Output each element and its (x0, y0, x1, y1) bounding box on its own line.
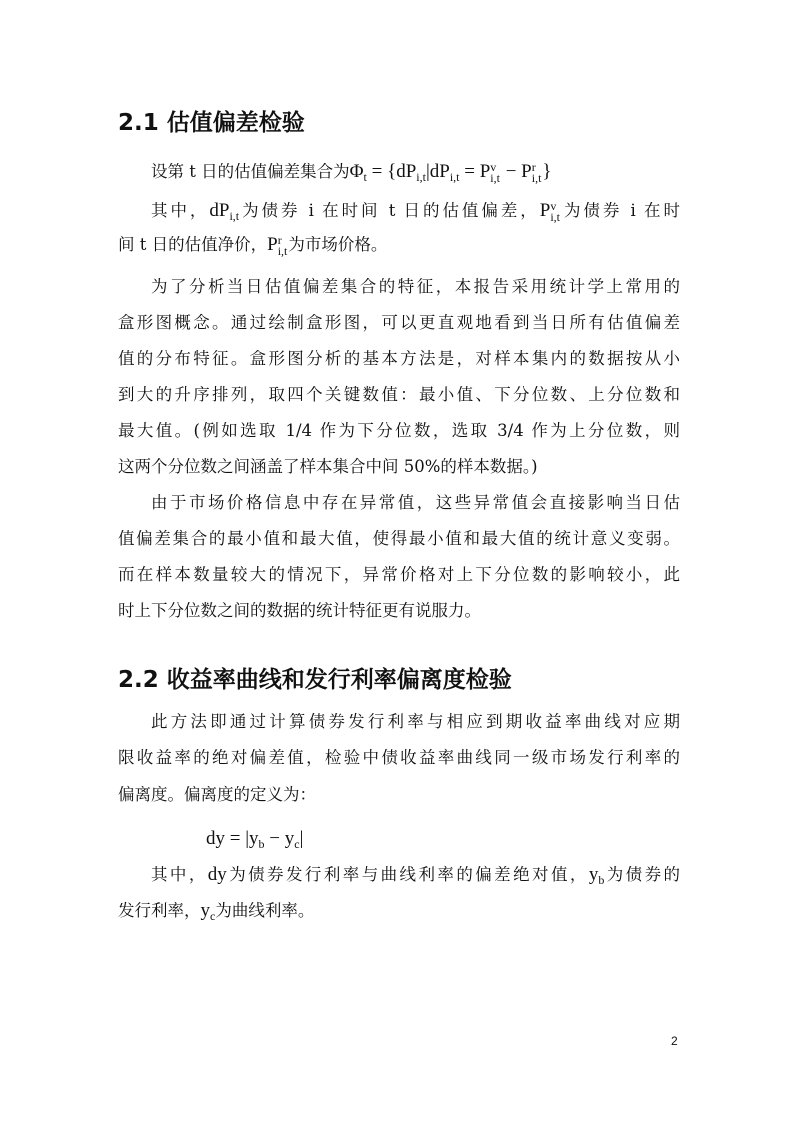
paragraph-line (118, 857, 680, 893)
paragraph-line (118, 704, 680, 740)
paragraph-line (118, 341, 680, 377)
math-subscript: c (210, 909, 216, 923)
math-subscript: t (363, 170, 367, 184)
math-symbol: dP (209, 200, 230, 221)
text-run: 偏离度。偏离度的定义为： (118, 785, 316, 804)
math-symbol: = {dP (366, 161, 417, 182)
paragraph-line (118, 377, 680, 413)
text-run: 为市场价格。 (288, 235, 388, 254)
text-run: 发行利率， (118, 901, 201, 920)
math-script (277, 232, 288, 258)
math-subscript: i,t (449, 170, 460, 184)
paragraph-line (118, 154, 680, 190)
math-subscript: i,t (531, 170, 542, 185)
paragraph-line (118, 305, 680, 341)
text-run: 为债券发行利率与曲线利率的偏差绝对值， (226, 865, 589, 884)
text-run: 此方法即通过计算债券发行利率与相应到期收益率曲线对应期 (151, 712, 680, 731)
text-run: 为了分析当日估值偏差集合的特征，本报告采用统计学上常用的 (151, 277, 680, 296)
text-run: 这两个分位数之间涵盖了样本集合中间 50%的样本数据。) (118, 457, 538, 476)
page-number: 2 (671, 1034, 678, 1048)
math-symbol: P (539, 200, 551, 221)
text-run: 值的分布特征。盒形图分析的基本方法是，对样本集内的数据按从小 (118, 349, 680, 368)
math-symbol: P (267, 234, 278, 255)
math-symbol: y (588, 864, 599, 885)
math-subscript: b (258, 837, 265, 851)
paragraph-line (118, 740, 680, 776)
math-symbol: y (200, 900, 210, 921)
paragraph-line (118, 193, 680, 229)
math-script (490, 159, 500, 185)
math-symbol: − y (264, 828, 295, 849)
paragraph-line (118, 777, 680, 813)
paragraph-line (118, 269, 680, 305)
math-superscript: r (531, 159, 536, 174)
math-symbol: − P (500, 161, 532, 182)
paragraph-line (118, 821, 680, 857)
section-heading: 2.2 收益率曲线和发行利率偏离度检验 (118, 667, 512, 693)
paragraph-line (118, 593, 680, 629)
math-superscript: v (490, 159, 497, 174)
text-run: 盒形图概念。通过绘制盒形图，可以更直观地看到当日所有估值偏差 (118, 313, 680, 332)
text-run: 由于市场价格信息中存在异常值，这些异常值会直接影响当日估 (151, 493, 680, 512)
math-symbol: dy (207, 864, 227, 885)
text-run: 其中， (151, 201, 210, 220)
math-script (531, 159, 542, 185)
text-run: 时上下分位数之间的数据的统计特征更有说服力。 (118, 601, 481, 620)
math-subscript: i,t (490, 170, 500, 185)
paragraph-line (118, 485, 680, 521)
section-heading: 2.1 估值偏差检验 (118, 110, 305, 136)
math-script (550, 198, 561, 224)
paragraph-line (118, 557, 680, 593)
text-run: 为债券 i 在时 (561, 201, 680, 220)
math-symbol: Φ (349, 161, 364, 182)
paragraph-line (118, 521, 680, 557)
math-symbol: dy = |y (206, 828, 259, 849)
text-run: 值偏差集合的最小值和最大值，使得最小值和最大值的统计意义变弱。 (118, 529, 680, 548)
math-superscript: r (277, 232, 282, 247)
text-run: 设第 t 日的估值偏差集合为 (151, 162, 350, 181)
math-subscript: i,t (229, 209, 240, 223)
text-run: 为债券的 (604, 865, 680, 884)
math-superscript: v (550, 198, 557, 213)
text-run: 而在样本数量较大的情况下，异常价格对上下分位数的影响较小，此 (118, 565, 680, 584)
text-run: 为债券 i 在时间 t 日的估值偏差， (239, 201, 540, 220)
paragraph-line (118, 413, 680, 449)
math-subscript: i,t (277, 243, 288, 258)
math-subscript: c (294, 837, 300, 851)
math-symbol: |dP (425, 161, 450, 182)
math-subscript: i,t (550, 209, 561, 224)
math-symbol: | (299, 828, 304, 849)
math-symbol: } (542, 161, 552, 182)
text-run: 到大的升序排列，取四个关键数值：最小值、下分位数、上分位数和 (118, 385, 680, 404)
text-run: 为曲线利率。 (215, 901, 315, 920)
text-run: 最大值。(例如选取 1/4 作为下分位数，选取 3/4 作为上分位数，则 (118, 421, 680, 440)
paragraph-line (118, 449, 680, 485)
text-run: 限收益率的绝对偏差值，检验中债收益率曲线同一级市场发行利率的 (118, 748, 680, 767)
math-subscript: b (598, 873, 605, 887)
math-subscript: i,t (416, 170, 426, 184)
paragraph-line (118, 227, 680, 263)
math-symbol: = P (459, 161, 491, 182)
paragraph-line (118, 893, 680, 929)
text-run: 其中， (151, 865, 208, 884)
text-run: 间 t 日的估值净价， (118, 235, 268, 254)
